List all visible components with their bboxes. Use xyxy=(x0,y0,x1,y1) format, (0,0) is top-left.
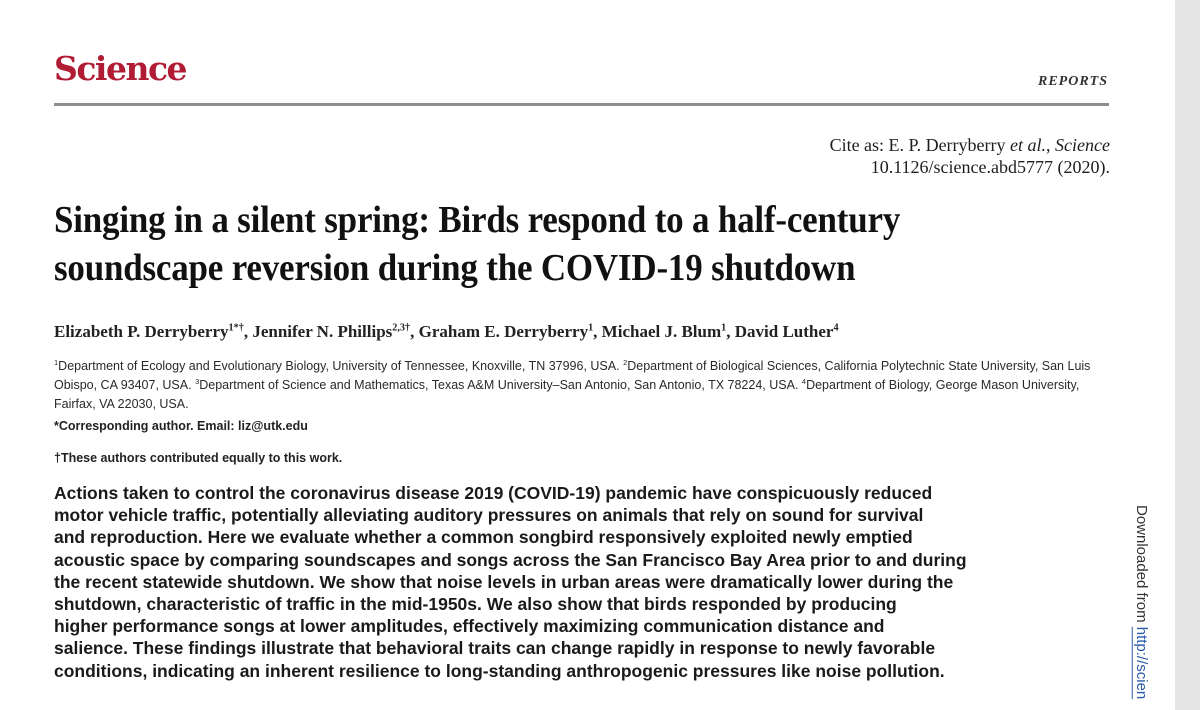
abstract-line: motor vehicle traffic, potentially alleviating auditory pressures on animals that rely on sound for survival xyxy=(54,505,924,526)
header-rule xyxy=(54,103,1109,106)
affiliation: Department of Science and Mathematics, Texas A&M University–San Antonio, San Antonio, TX 78224, USA. xyxy=(199,378,802,392)
affiliation: Department of Ecology and Evolutionary Biology, University of Tennessee, Knoxville, TN 37996, USA. xyxy=(58,359,624,373)
abstract-line: Actions taken to control the coronavirus disease 2019 (COVID-19) pandemic have conspicuously reduced xyxy=(54,483,933,503)
page-edge xyxy=(1175,0,1200,710)
article-title xyxy=(54,196,1048,292)
citation-doi: 10.1126/science.abd5777 (2020). xyxy=(870,157,1110,177)
journal-logo: Science xyxy=(54,49,187,88)
citation-prefix: Cite as: E. P. Derryberry xyxy=(829,135,1011,155)
author-list xyxy=(54,322,1154,342)
author: David Luther$^4$ xyxy=(734,322,839,341)
title-line: Singing in a silent spring: Birds respond to a half-century xyxy=(54,199,901,241)
citation-etal: et al. xyxy=(1010,135,1047,155)
abstract-line: conditions, indicating an inherent resilience to long-standing anthropogenic pressures like noise pollution. xyxy=(54,660,945,681)
abstract-line: higher performance songs at lower amplitudes, effectively maximizing communication distance and xyxy=(54,616,885,637)
download-notice xyxy=(1133,505,1150,699)
download-text: Downloaded from xyxy=(1133,505,1150,627)
author: Jennifer N. Phillips$^{2,3\dagger}$, xyxy=(252,322,419,341)
abstract-line: and reproduction. Here we evaluate whether a common songbird responsively exploited newly emptied xyxy=(54,527,913,548)
abstract-line: the recent statewide shutdown. We show that noise levels in urban areas were dramatically lower during the xyxy=(54,571,954,592)
author: Graham E. Derryberry$^1$, xyxy=(418,322,602,341)
affiliation: Department of Biology, George Mason University, Fairfax, VA 22030, USA. xyxy=(54,378,1080,411)
equal-contribution-note: †These authors contributed equally to this work. xyxy=(54,451,343,465)
corresponding-author: *Corresponding author. Email: liz@utk.edu xyxy=(54,419,308,433)
affiliation: Department of Biological Sciences, California Polytechnic State University, San Luis Obispo, CA 93407, USA. xyxy=(54,359,1091,392)
section-label: REPORTS xyxy=(1037,74,1108,89)
author: Elizabeth P. Derryberry$^{1*\dagger}$, xyxy=(54,322,253,341)
affiliations: $^1$Department of Ecology and Evolutionary Biology, University of Tennessee, Knoxville, TN 37996, USA. $^2$Department of Biological Sciences, California Polytechnic State University, San Luis Obispo, CA 93407, USA. $^3$Department of Science and Mathematics, Texas A&M University–San Antonio, San Antonio, TX 78224, USA. $^4$Department of Biology, George Mason University, Fairfax, VA 22030, USA. xyxy=(54,357,1091,411)
citation-line-1 xyxy=(830,134,1110,156)
citation-journal: Science xyxy=(1055,135,1110,155)
download-link[interactable]: http://scien xyxy=(1133,626,1150,700)
citation xyxy=(830,134,1110,178)
title-line: soundscape reversion during the COVID-19 shutdown xyxy=(54,247,856,289)
abstract-line: salience. These findings illustrate that behavioral traits can change rapidly in response to newly favorable xyxy=(54,638,936,659)
author: Michael J. Blum$^1$, xyxy=(601,322,735,341)
abstract-line: shutdown, characteristic of traffic in the mid-1950s. We also show that birds responded by producing xyxy=(54,594,897,615)
abstract xyxy=(54,482,1144,682)
abstract-line: acoustic space by comparing soundscapes and songs across the San Francisco Bay Area prior to and during xyxy=(54,549,967,570)
citation-comma: , xyxy=(1046,135,1056,155)
